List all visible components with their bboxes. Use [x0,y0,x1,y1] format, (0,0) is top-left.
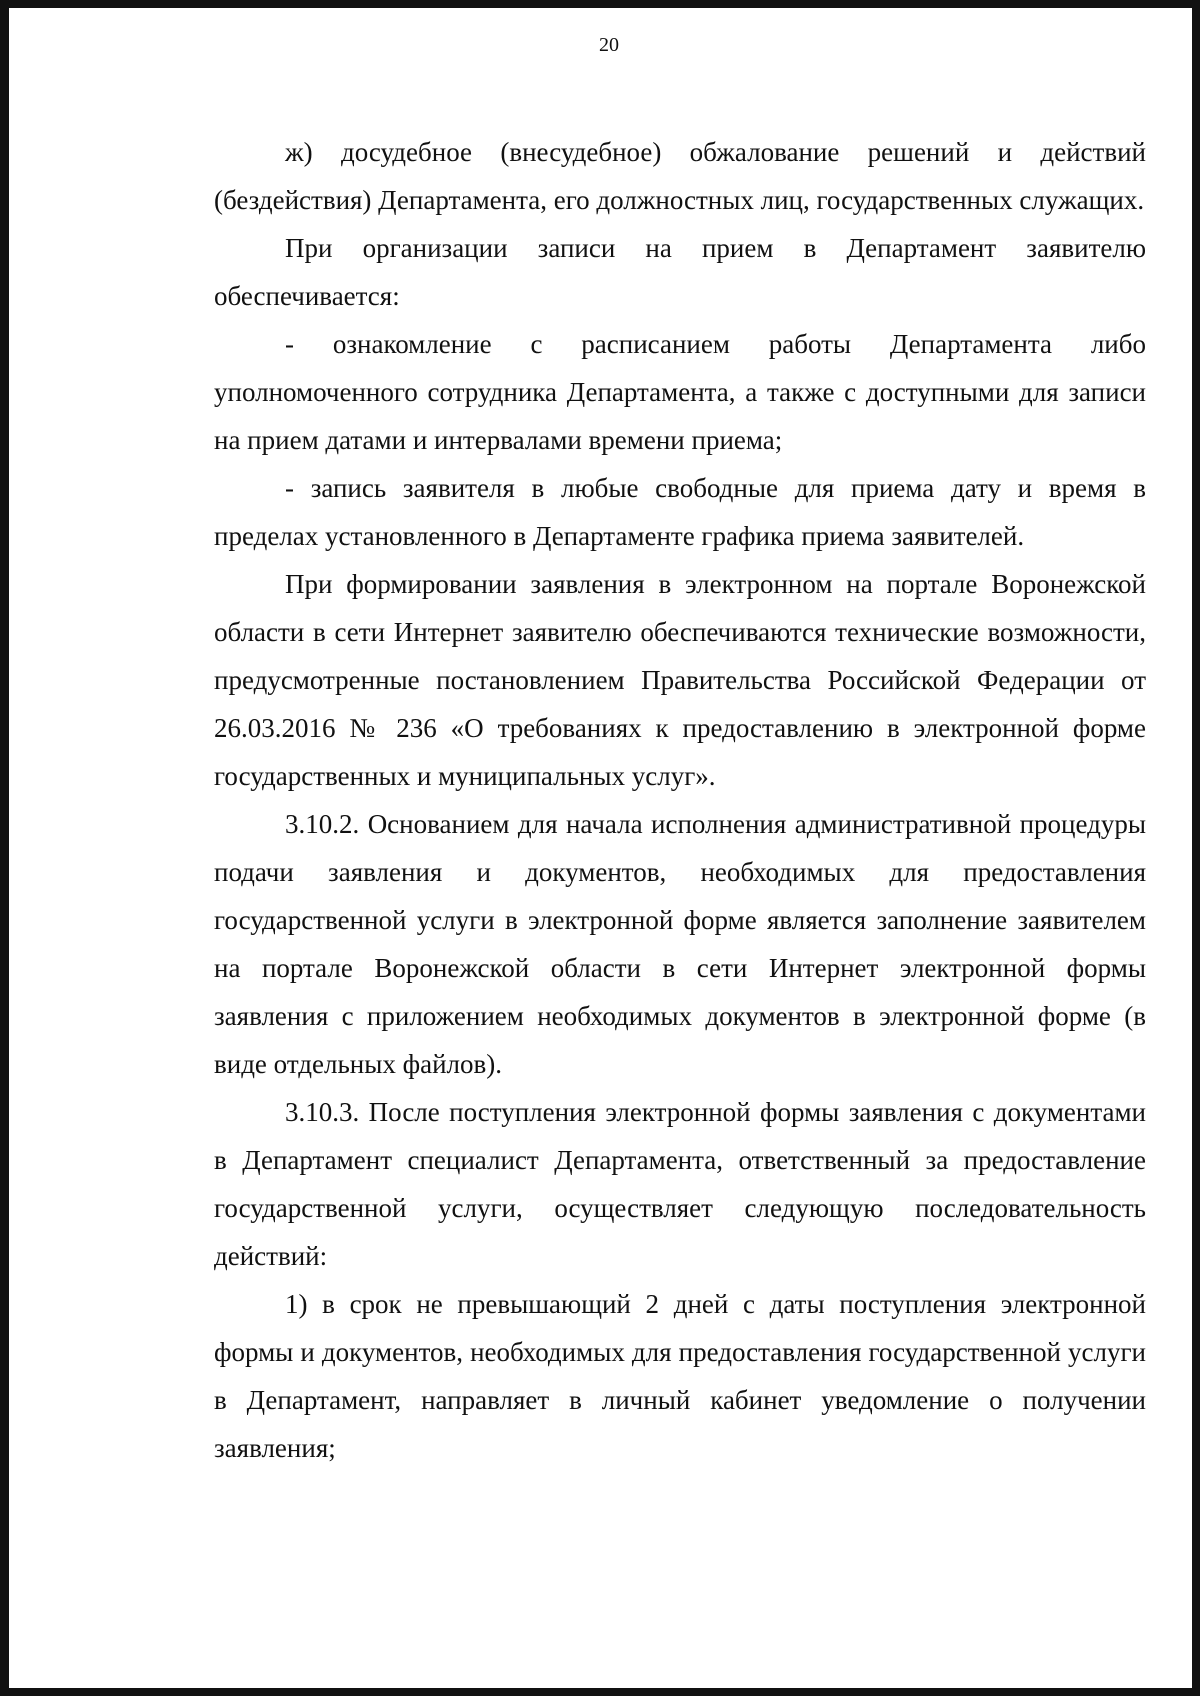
paragraph-step-1: 1) в срок не превышающий 2 дней с даты поступления электронной формы и документов, необходимых для предоставления государственной услуги в Департамент, направляет в личный кабинет уведомление о получении заявления; [214,1289,1146,1463]
document-body [214,128,1146,1472]
page-number: 20 [599,34,619,56]
paragraph-schedule-info: - ознакомление с расписанием работы Департамента либо уполномоченного сотрудника Департамента, а также с доступными для записи на прием датами и интервалами времени приема; [214,329,1146,455]
paragraph-3-10-3: 3.10.3. После поступления электронной формы заявления с документами в Департамент специалист Департамента, ответственный за предоставление государственной услуги, осуществляет следующую последовательность действий: [214,1097,1146,1271]
paragraph-booking: - запись заявителя в любые свободные для приема дату и время в пределах установленного в Департаменте графика приема заявителей. [214,473,1146,551]
paragraph-electronic-form: При формировании заявления в электронном на портале Воронежской области в сети Интернет заявителю обеспечиваются технические возможности, предусмотренные постановлением Правительства Российской Федерации от 26.03.2016 № 236 «О требованиях к предоставлению в электронной форме государственных и муниципальных услуг». [214,569,1146,791]
paragraph-3-10-2: 3.10.2. Основанием для начала исполнения административной процедуры подачи заявления и документов, необходимых для предоставления государственной услуги в электронной форме является заполнение заявителем на портале Воронежской области в сети Интернет электронной формы заявления с приложением необходимых документов в электронной форме (в виде отдельных файлов). [214,809,1146,1079]
paragraph-appointment-intro: При организации записи на прием в Департамент заявителю обеспечивается: [214,233,1146,311]
paragraph-appeal: ж) досудебное (внесудебное) обжалование решений и действий (бездействия) Департамента, его должностных лиц, государственных служащих. [214,137,1146,215]
